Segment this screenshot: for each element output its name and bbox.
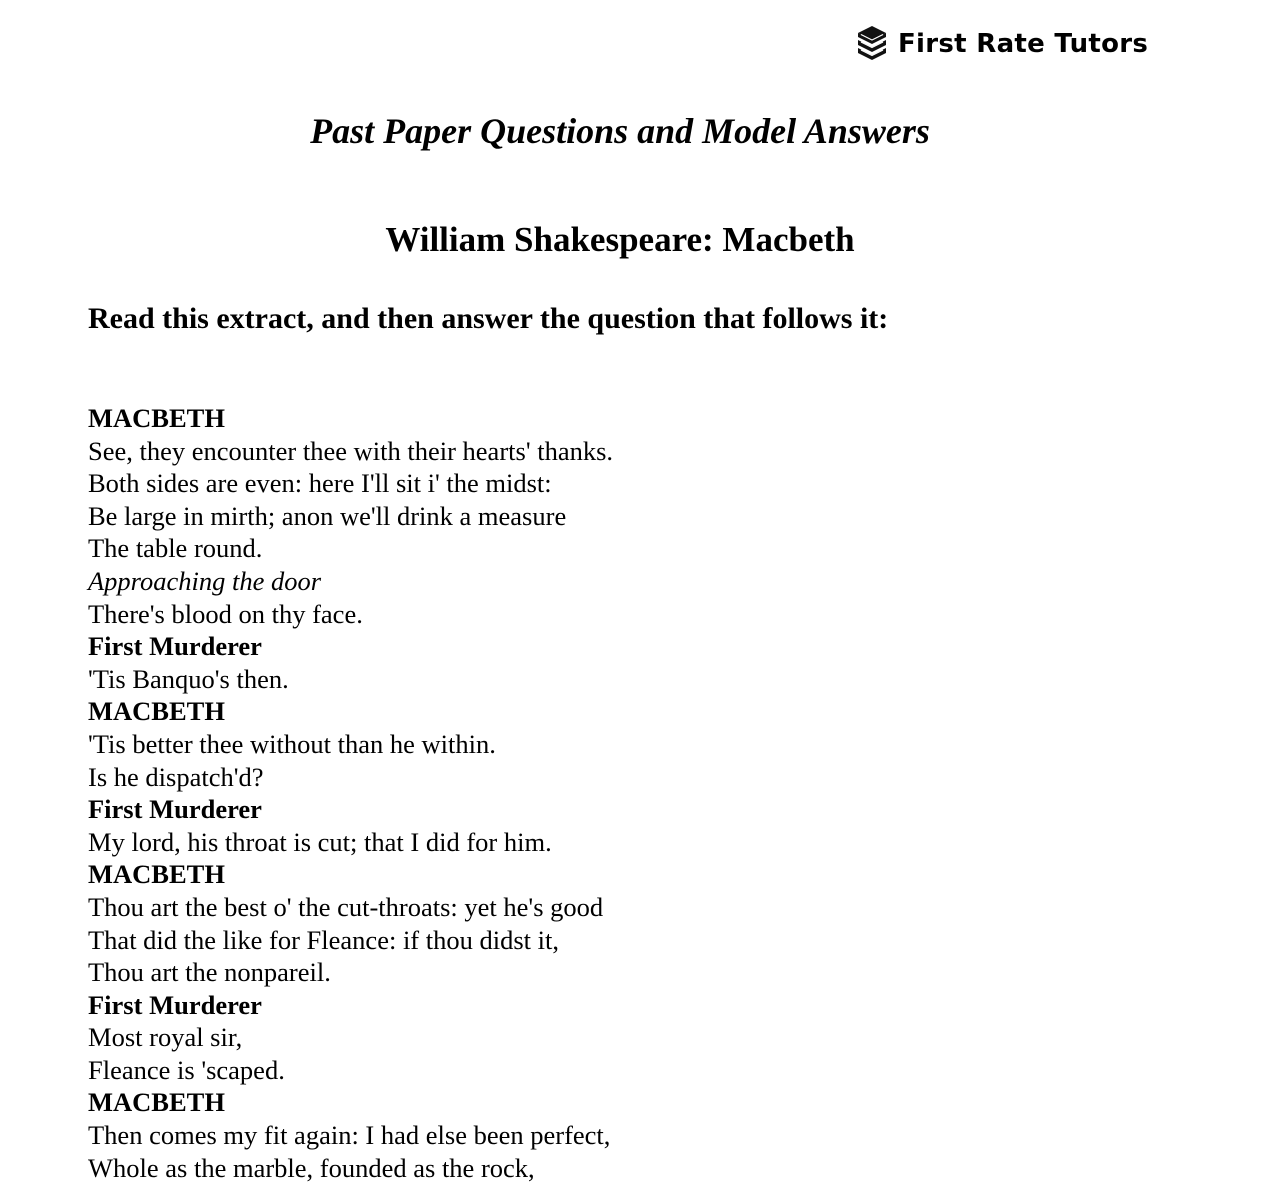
verse-line: Most royal sir, <box>88 1022 243 1053</box>
verse-line: Be large in mirth; anon we'll drink a measure <box>88 500 567 531</box>
verse-line: There's blood on thy face. <box>88 598 363 629</box>
speaker-name: First Murderer <box>88 989 262 1020</box>
verse-line: The table round. <box>88 533 263 564</box>
verse-line: Is he dispatch'd? <box>88 761 264 792</box>
stage-direction: Approaching the door <box>88 565 322 596</box>
verse-line: 'Tis better thee without than he within. <box>88 728 496 759</box>
verse-line: See, they encounter thee with their hearts' thanks. <box>88 435 614 466</box>
verse-line: Whole as the marble, founded as the rock, <box>88 1152 535 1183</box>
speaker-name: MACBETH <box>88 696 225 727</box>
verse-line: Thou art the nonpareil. <box>88 957 331 988</box>
speaker-name: First Murderer <box>88 794 262 825</box>
play-extract <box>88 402 613 1184</box>
instruction-text: Read this extract, and then answer the question that follows it: <box>88 302 889 335</box>
verse-line: Then comes my fit again: I had else been perfect, <box>88 1120 611 1151</box>
brand-logo <box>854 24 1148 64</box>
speaker-name: MACBETH <box>88 859 225 890</box>
speaker-name: First Murderer <box>88 631 262 662</box>
verse-line: Both sides are even: here I'll sit i' the midst: <box>88 468 552 499</box>
speaker-name: MACBETH <box>88 403 225 433</box>
speaker-name: MACBETH <box>88 1087 225 1118</box>
verse-line: 'Tis Banquo's then. <box>88 663 289 694</box>
brand-name: First Rate Tutors <box>898 29 1149 59</box>
page-title: Past Paper Questions and Model Answers <box>310 111 930 151</box>
verse-line: Fleance is 'scaped. <box>88 1054 285 1085</box>
stacked-books-icon <box>854 24 890 64</box>
verse-line: My lord, his throat is cut; that I did for him. <box>88 826 552 857</box>
verse-line: Thou art the best o' the cut-throats: yet he's good <box>88 891 604 922</box>
page-subtitle: William Shakespeare: Macbeth <box>385 220 855 259</box>
verse-line: That did the like for Fleance: if thou didst it, <box>88 924 560 955</box>
